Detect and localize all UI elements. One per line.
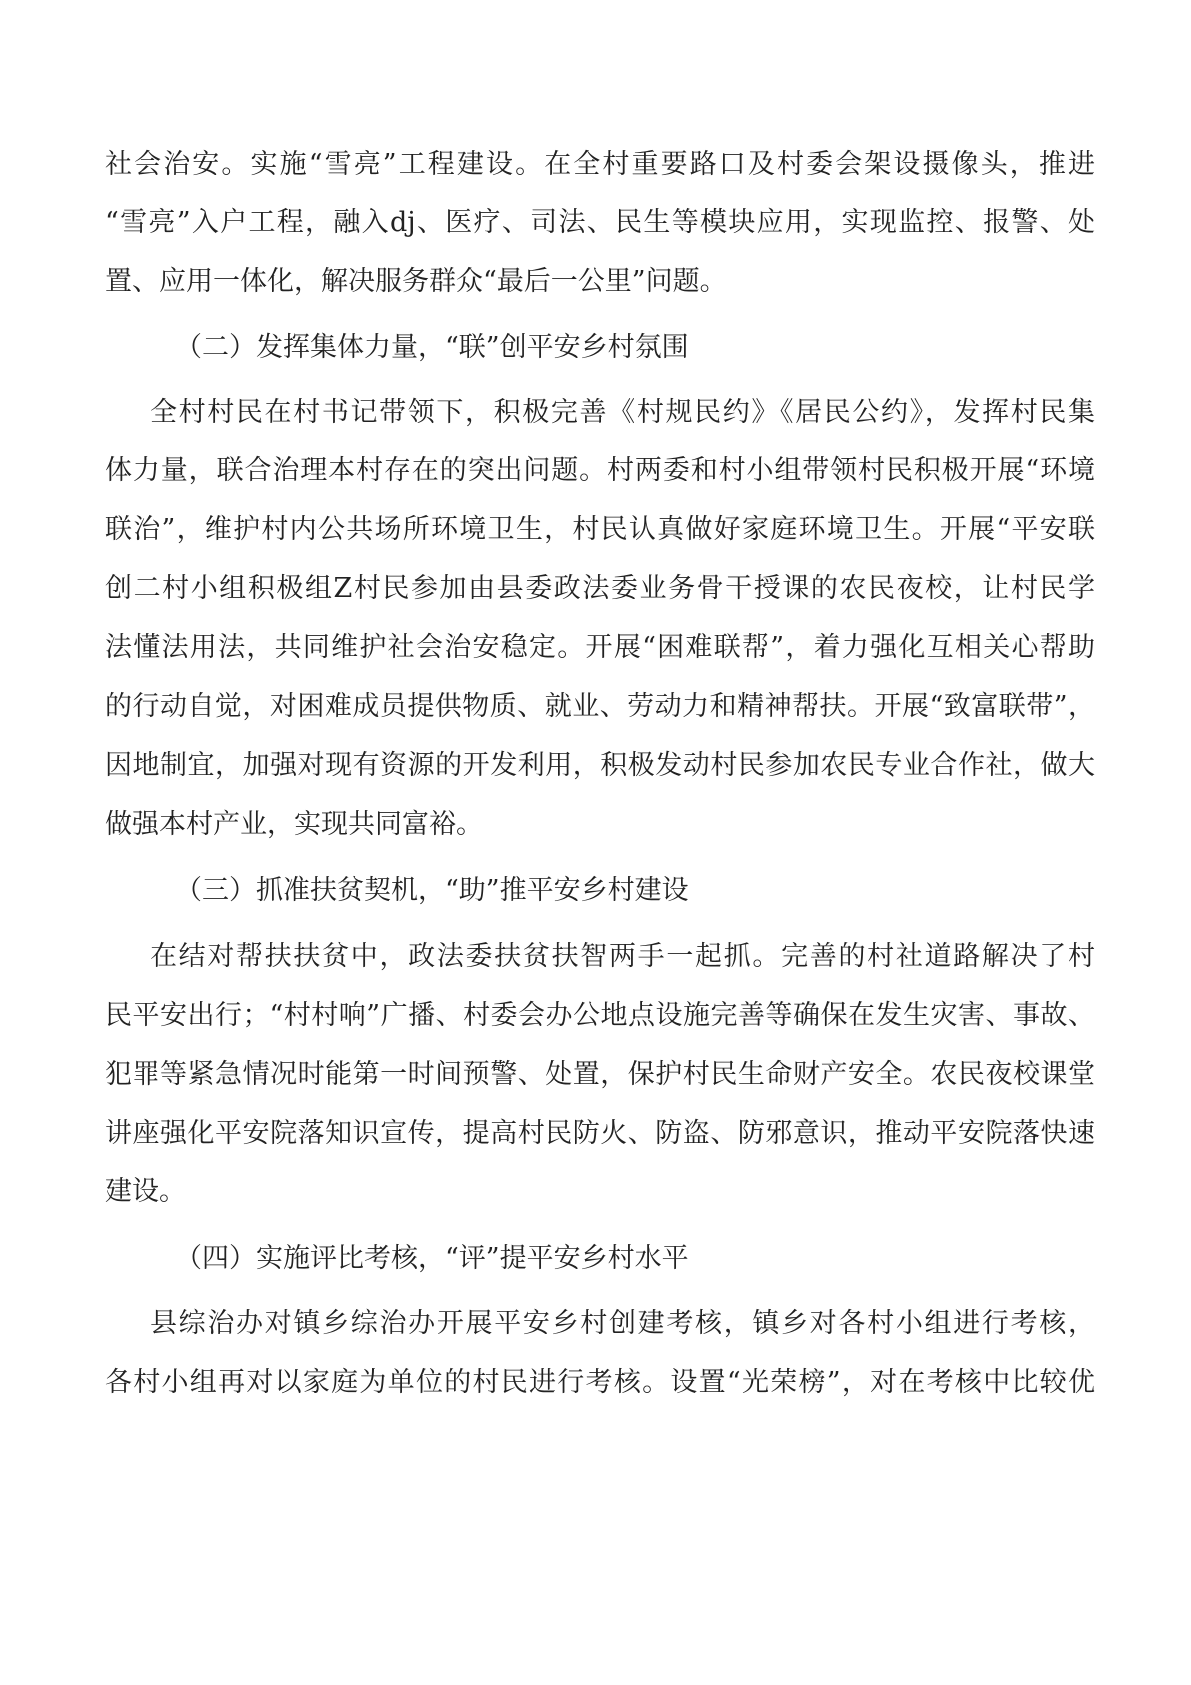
paragraph-2-line-5: 法懂法用法，共同维护社会治安稳定。开展“困难联帮”，着力强化互相关心帮助 (105, 632, 1095, 663)
section-heading-3: （三）抓准扶贫契机，“助”推平安乡村建设 (175, 875, 689, 906)
paragraph-3-line-3: 犯罪等紧急情况时能第一时间预警、处置，保护村民生命财产安全。农民夜校课堂 (105, 1059, 1095, 1090)
paragraph-3-line-5: 建设。 (105, 1176, 186, 1207)
paragraph-2-line-1: 全村村民在村书记带领下，积极完善《村规民约》《居民公约》，发挥村民集 (150, 397, 1095, 428)
paragraph-2-line-8: 做强本村产业，实现共同富裕。 (105, 809, 483, 840)
paragraph-3-line-4: 讲座强化平安院落知识宣传，提高村民防火、防盗、防邪意识，推动平安院落快速 (105, 1118, 1095, 1149)
paragraph-3-line-2: 民平安出行；“村村响”广播、村委会办公地点设施完善等确保在发生灾害、事故、 (105, 1000, 1095, 1031)
paragraph-2-line-7: 因地制宜，加强对现有资源的开发利用，积极发动村民参加农民专业合作社，做大 (105, 750, 1095, 781)
section-heading-4: （四）实施评比考核，“评”提平安乡村水平 (175, 1243, 689, 1274)
section-heading-2: （二）发挥集体力量，“联”创平安乡村氛围 (175, 332, 689, 363)
paragraph-2-line-2: 体力量，联合治理本村存在的突出问题。村两委和村小组带领村民积极开展“环境 (105, 455, 1095, 486)
paragraph-1-line-3: 置、应用一体化，解决服务群众“最后一公里”问题。 (105, 266, 727, 297)
paragraph-4-line-1: 县综治办对镇乡综治办开展平安乡村创建考核，镇乡对各村小组进行考核， (150, 1308, 1095, 1339)
paragraph-3-line-1: 在结对帮扶扶贫中，政法委扶贫扶智两手一起抓。完善的村社道路解决了村 (150, 941, 1095, 972)
paragraph-1-line-2: “雪亮”入户工程，融入dj、医疗、司法、民生等模块应用，实现监控、报警、处 (105, 207, 1095, 238)
paragraph-1-line-1: 社会治安。实施“雪亮”工程建设。在全村重要路口及村委会架设摄像头，推进 (105, 149, 1095, 180)
paragraph-4-line-2: 各村小组再对以家庭为单位的村民进行考核。设置“光荣榜”，对在考核中比较优 (105, 1367, 1095, 1398)
paragraph-2-line-4: 创二村小组积极组Z村民参加由县委政法委业务骨干授课的农民夜校，让村民学 (105, 573, 1095, 604)
paragraph-2-line-6: 的行动自觉，对困难成员提供物质、就业、劳动力和精神帮扶。开展“致富联带”， (105, 691, 1095, 722)
paragraph-2-line-3: 联治”，维护村内公共场所环境卫生，村民认真做好家庭环境卫生。开展“平安联 (105, 514, 1095, 545)
